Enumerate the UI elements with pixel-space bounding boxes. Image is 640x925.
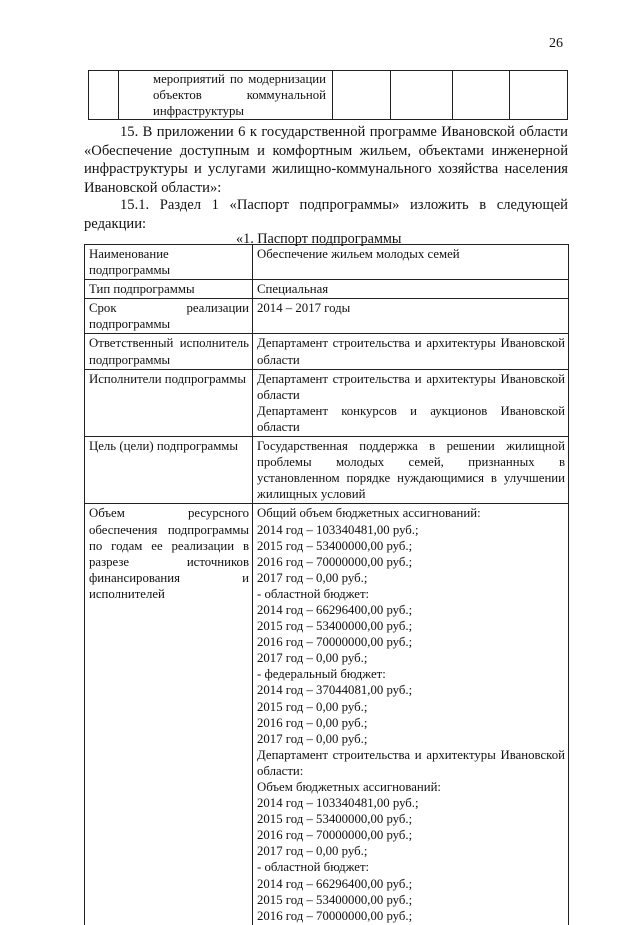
passport-row-label: Исполнители подпрограммы	[85, 369, 253, 436]
table-cell	[510, 71, 568, 120]
paragraph-15-text: 15. В приложении 6 к государственной программе Ивановской области «Обеспечение доступным и комфортным жильем, объектами инженерной инфраструктуры и услугами жилищно-коммунального хозяйства населения Ивановской области»:	[84, 124, 568, 197]
passport-value-line: Общий объем бюджетных ассигнований:	[257, 506, 481, 521]
continued-table	[88, 70, 568, 120]
passport-row-value	[253, 504, 569, 925]
passport-row-value	[253, 437, 569, 504]
passport-value-line: 2014 год – 66296400,00 руб.;	[257, 876, 413, 891]
table-cell-activity	[119, 71, 333, 120]
passport-table	[84, 244, 569, 925]
passport-value-line: 2016 год – 70000000,00 руб.;	[257, 828, 413, 843]
passport-value-line: 2015 год – 53400000,00 руб.;	[257, 538, 413, 553]
passport-value-line: 2015 год – 0,00 руб.;	[257, 699, 368, 714]
passport-row-label: Объем ресурсного обеспечения подпрограммы по годам ее реализации в разрезе источников финансирования и исполнителей	[85, 504, 253, 925]
passport-value-line: 2014 год – 103340481,00 руб.;	[257, 522, 419, 537]
paragraph-15-1-text: 15.1. Раздел 1 «Паспорт подпрограммы» изложить в следующей редакции:	[84, 197, 568, 232]
passport-value-line: Департамент строительства и архитектуры Ивановской области:	[257, 747, 565, 778]
page-number: 26	[549, 36, 563, 51]
passport-row-label: Срок реализации подпрограммы	[85, 299, 253, 334]
table-cell	[391, 71, 453, 120]
passport-row	[85, 504, 569, 925]
passport-row	[85, 437, 569, 504]
passport-value-line: 2015 год – 53400000,00 руб.;	[257, 812, 413, 827]
passport-row-label: Тип подпрограммы	[85, 280, 253, 299]
passport-value-line: Специальная	[257, 282, 329, 297]
passport-value-line: 2016 год – 70000000,00 руб.;	[257, 554, 413, 569]
passport-row	[85, 245, 569, 280]
passport-value-line: 2016 год – 0,00 руб.;	[257, 715, 368, 730]
passport-value-line: 2017 год – 0,00 руб.;	[257, 651, 368, 666]
passport-value-line: 2014 год – 103340481,00 руб.;	[257, 796, 419, 811]
passport-value-line: 2017 год – 0,00 руб.;	[257, 844, 368, 859]
passport-value-line: 2015 год – 53400000,00 руб.;	[257, 892, 413, 907]
activity-text: мероприятий по модернизации объектов коммунальной инфраструктуры	[153, 72, 326, 118]
passport-row	[85, 280, 569, 299]
passport-value-line: - федеральный бюджет:	[257, 667, 386, 682]
passport-value-line: 2016 год – 70000000,00 руб.;	[257, 635, 413, 650]
passport-value-line: 2014 год – 66296400,00 руб.;	[257, 602, 413, 617]
passport-row	[85, 299, 569, 334]
passport-value-line: Объем бюджетных ассигнований:	[257, 780, 441, 794]
passport-row-value	[253, 299, 569, 334]
passport-value-line: 2017 год – 0,00 руб.;	[257, 570, 368, 585]
passport-value-line: Департамент конкурсов и аукционов Ивановской области	[257, 403, 565, 434]
passport-row-value	[253, 369, 569, 436]
table-cell	[453, 71, 510, 120]
passport-value-line: 2016 год – 70000000,00 руб.;	[257, 908, 413, 923]
passport-row-label: Ответственный исполнитель подпрограммы	[85, 334, 253, 369]
passport-row-value	[253, 245, 569, 280]
table-cell	[89, 71, 119, 120]
passport-row	[85, 369, 569, 436]
passport-value-line: Департамент строительства и архитектуры Ивановской области	[257, 371, 565, 402]
passport-value-line: Обеспечение жильем молодых семей	[257, 247, 460, 261]
passport-value-line: - областной бюджет:	[257, 860, 370, 875]
passport-row	[85, 334, 569, 369]
passport-row-label: Наименование подпрограммы	[85, 245, 253, 280]
passport-value-line: Государственная поддержка в решении жилищной проблемы молодых семей, признанных в установленном порядке нуждающимися в улучшении жилищных условий	[257, 439, 565, 502]
paragraph-15	[84, 123, 568, 198]
table-cell	[333, 71, 391, 120]
passport-title: «1. Паспорт подпрограммы	[236, 231, 402, 247]
passport-value-line: Департамент строительства и архитектуры Ивановской области	[257, 336, 565, 367]
passport-row-value	[253, 334, 569, 369]
paragraph-15-1	[84, 196, 568, 233]
passport-value-line: 2015 год – 53400000,00 руб.;	[257, 619, 413, 634]
passport-value-line: 2014 – 2017 годы	[257, 301, 351, 316]
passport-value-line: 2014 год – 37044081,00 руб.;	[257, 683, 413, 698]
passport-row-label: Цель (цели) подпрограммы	[85, 437, 253, 504]
passport-value-line: 2017 год – 0,00 руб.;	[257, 731, 368, 746]
passport-value-line: - областной бюджет:	[257, 586, 370, 601]
passport-row-value	[253, 280, 569, 299]
table-row	[89, 71, 568, 120]
